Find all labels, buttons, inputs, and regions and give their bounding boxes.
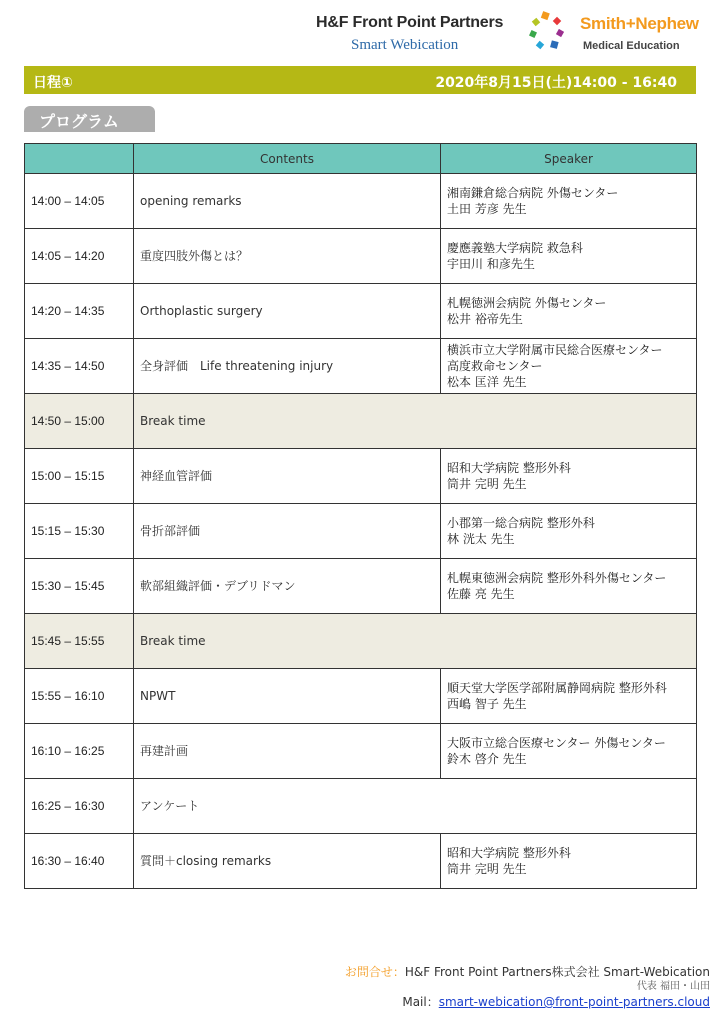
row-time: 14:20 – 14:35 <box>25 284 134 339</box>
row-time: 15:30 – 15:45 <box>25 559 134 614</box>
row-speaker <box>441 229 697 284</box>
table-row <box>25 559 697 614</box>
speaker-line: 松本 匡洋 先生 <box>447 375 527 389</box>
speaker-line: 土田 芳彦 先生 <box>447 202 527 216</box>
row-content: Break time <box>134 394 697 449</box>
row-speaker <box>441 174 697 229</box>
speaker-line: 筒井 完明 先生 <box>447 477 527 491</box>
row-content: 軟部組織評価・デブリドマン <box>134 559 441 614</box>
row-time: 15:55 – 16:10 <box>25 669 134 724</box>
schedule-date-bar <box>24 66 696 94</box>
smith-nephew-title: Smith+Nephew <box>580 14 699 33</box>
row-content: 全身評価 Life threatening injury <box>134 339 441 394</box>
program-tab-label: プログラム <box>24 106 155 132</box>
table-row <box>25 284 697 339</box>
row-time: 14:00 – 14:05 <box>25 174 134 229</box>
smith-nephew-subtitle: Medical Education <box>583 40 680 52</box>
header-time <box>25 144 134 174</box>
table-row <box>25 669 697 724</box>
row-content: アンケート <box>134 779 697 834</box>
row-content: 骨折部評価 <box>134 504 441 559</box>
table-header-row <box>25 144 697 174</box>
row-speaker <box>441 669 697 724</box>
table-row <box>25 174 697 229</box>
row-content: NPWT <box>134 669 441 724</box>
speaker-line: 横浜市立大学附属市民総合医療センター <box>447 343 663 357</box>
footer-representatives: 代表 福田・山田 <box>636 981 710 992</box>
speaker-line: 昭和大学病院 整形外科 <box>447 461 571 475</box>
row-time: 14:35 – 14:50 <box>25 339 134 394</box>
row-content: 再建計画 <box>134 724 441 779</box>
hf-logo-title: H&F Front Point Partners <box>316 14 504 31</box>
table-row <box>25 779 697 834</box>
header-contents: Contents <box>134 144 441 174</box>
row-time: 16:30 – 16:40 <box>25 834 134 889</box>
mail-link[interactable]: smart-webication@front-point-partners.cloud <box>438 995 710 1009</box>
row-time: 16:10 – 16:25 <box>25 724 134 779</box>
table-body <box>25 174 697 889</box>
table-row <box>25 834 697 889</box>
table-row <box>25 339 697 394</box>
row-speaker <box>441 724 697 779</box>
speaker-line: 佐藤 亮 先生 <box>447 587 515 601</box>
table-row <box>25 394 697 449</box>
row-content: 神経血管評価 <box>134 449 441 504</box>
row-content: 質問＋closing remarks <box>134 834 441 889</box>
row-speaker <box>441 504 697 559</box>
row-speaker <box>441 834 697 889</box>
row-time: 14:50 – 15:00 <box>25 394 134 449</box>
row-time: 16:25 – 16:30 <box>25 779 134 834</box>
speaker-line: 宇田川 和彦先生 <box>447 257 535 271</box>
row-time: 15:15 – 15:30 <box>25 504 134 559</box>
footer <box>345 964 710 1010</box>
table-row <box>25 614 697 669</box>
row-content: opening remarks <box>134 174 441 229</box>
contact-label: お問合せ： <box>344 965 405 979</box>
program-table <box>24 143 697 889</box>
row-speaker <box>441 449 697 504</box>
row-time: 14:05 – 14:20 <box>25 229 134 284</box>
speaker-line: 林 洸太 先生 <box>447 532 515 546</box>
row-time: 15:00 – 15:15 <box>25 449 134 504</box>
speaker-line: 順天堂大学医学部附属静岡病院 整形外科 <box>447 681 667 695</box>
contact-company: H&F Front Point Partners株式会社 Smart-Webication <box>404 965 710 979</box>
speaker-line: 筒井 完明 先生 <box>447 862 527 876</box>
table-row <box>25 724 697 779</box>
speaker-line: 西嶋 智子 先生 <box>447 697 527 711</box>
table-row <box>25 504 697 559</box>
schedule-date: 2020年8月15日(土)14:00 - 16:40 <box>435 75 677 91</box>
speaker-line: 鈴木 啓介 先生 <box>447 752 527 766</box>
speaker-line: 札幌徳洲会病院 外傷センター <box>447 296 607 310</box>
row-content: 重度四肢外傷とは？ <box>134 229 441 284</box>
row-content: Break time <box>134 614 697 669</box>
speaker-line: 高度救命センター <box>447 359 543 373</box>
row-speaker <box>441 284 697 339</box>
speaker-line: 小郡第一総合病院 整形外科 <box>447 516 595 530</box>
speaker-line: 札幌東徳洲会病院 整形外科外傷センター <box>447 571 667 585</box>
speaker-line: 大阪市立総合医療センター 外傷センター <box>447 736 666 750</box>
footer-mail <box>345 994 710 1010</box>
speaker-line: 慶應義塾大学病院 救急科 <box>447 241 583 255</box>
row-content: Orthoplastic surgery <box>134 284 441 339</box>
table-row <box>25 449 697 504</box>
row-speaker <box>441 559 697 614</box>
table-row <box>25 229 697 284</box>
header <box>0 0 720 62</box>
smith-nephew-logo-icon <box>527 10 567 52</box>
mail-label: Mail： <box>402 995 439 1009</box>
header-speaker: Speaker <box>441 144 697 174</box>
speaker-line: 昭和大学病院 整形外科 <box>447 846 571 860</box>
schedule-label: 日程① <box>33 75 73 91</box>
speaker-line: 松井 裕帝先生 <box>447 312 523 326</box>
hf-logo-subtitle: Smart Webication <box>351 37 459 53</box>
row-time: 15:45 – 15:55 <box>25 614 134 669</box>
footer-contact <box>345 964 710 980</box>
speaker-line: 湘南鎌倉総合病院 外傷センター <box>447 186 619 200</box>
row-speaker <box>441 339 697 394</box>
